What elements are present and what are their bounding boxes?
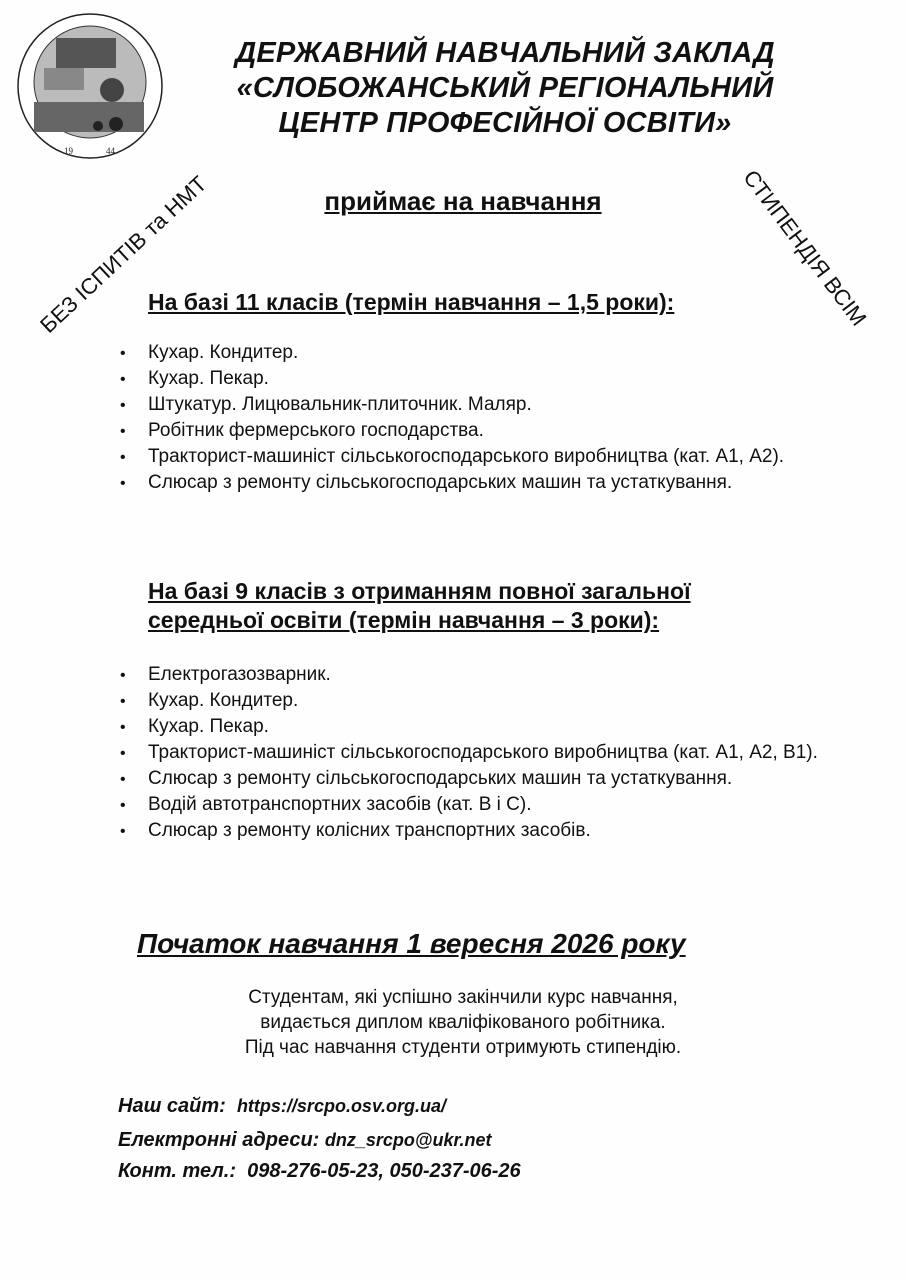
title-line-3: ЦЕНТР ПРОФЕСІЙНОЇ ОСВІТИ» — [278, 107, 732, 139]
email-label: Електронні адреси: — [118, 1129, 320, 1151]
list-item: • Тракторист-машиніст сільськогосподарського виробництва (кат. А1, А2, В1). — [120, 740, 848, 766]
list-item: • Кухар. Пекар. — [120, 366, 848, 392]
list-item: • Слюсар з ремонту колісних транспортних засобів. — [120, 818, 848, 844]
section2-list — [120, 662, 848, 844]
list-item: • Слюсар з ремонту сільськогосподарських машин та устаткування. — [120, 766, 848, 792]
list-item: • Слюсар з ремонту сільськогосподарських машин та устаткування. — [120, 470, 848, 496]
title-line-1: ДЕРЖАВНИЙ НАВЧАЛЬНИЙ ЗАКЛАД — [235, 37, 775, 69]
list-item: • Кухар. Пекар. — [120, 714, 848, 740]
info-paragraph — [150, 985, 776, 1060]
section2-heading-line-1: На базі 9 класів з отриманням повної загальної — [148, 578, 691, 604]
subtitle: приймає на навчання — [324, 186, 602, 216]
section2-heading-line-2: середньої освіти (термін навчання – 3 роки): — [148, 607, 660, 633]
svg-text:44: 44 — [106, 146, 115, 156]
phone-label: Конт. тел.: — [118, 1160, 237, 1182]
section2-heading — [148, 577, 691, 635]
list-item: • Електрогазозварник. — [120, 662, 848, 688]
svg-text:19: 19 — [64, 146, 73, 156]
list-item: • Робітник фермерського господарства. — [120, 418, 848, 444]
website-row — [118, 1095, 446, 1118]
info-line-1: Студентам, які успішно закінчили курс навчання, — [248, 987, 678, 1008]
list-item: • Водій автотранспортних засобів (кат. В і С). — [120, 792, 848, 818]
section1-list — [120, 340, 848, 496]
institution-title — [180, 36, 830, 141]
website-link[interactable]: https://srcpo.osv.org.ua/ — [236, 1096, 446, 1116]
phone-numbers: 098-276-05-23, 050-237-06-26 — [247, 1160, 521, 1182]
website-label: Наш сайт: — [118, 1095, 226, 1117]
list-item: • Кухар. Кондитер. — [120, 340, 848, 366]
start-date-banner: Початок навчання 1 вересня 2026 року — [137, 928, 686, 959]
list-item: • Штукатур. Лицювальник-плиточник. Маляр. — [120, 392, 848, 418]
info-line-2: видається диплом кваліфікованого робітника. — [260, 1012, 666, 1033]
list-item: • Кухар. Кондитер. — [120, 688, 848, 714]
institution-logo — [14, 12, 166, 160]
list-item: • Тракторист-машиніст сільськогосподарського виробництва (кат. А1, А2). — [120, 444, 848, 470]
section1-heading: На базі 11 класів (термін навчання – 1,5 роки): — [148, 289, 675, 315]
email-row — [118, 1129, 492, 1152]
no-exams-label: БЕЗ ІСПИТІВ та НМТ — [35, 170, 212, 338]
phone-row — [118, 1160, 521, 1183]
info-line-3: Під час навчання студенти отримують стипендію. — [244, 1037, 682, 1058]
scholarship-label: СТИПЕНДІЯ ВСІМ — [738, 165, 872, 331]
title-line-2: «СЛОБОЖАНСЬКИЙ РЕГІОНАЛЬНИЙ — [236, 72, 774, 104]
email-link[interactable]: dnz_srcpo@ukr.net — [324, 1130, 492, 1150]
